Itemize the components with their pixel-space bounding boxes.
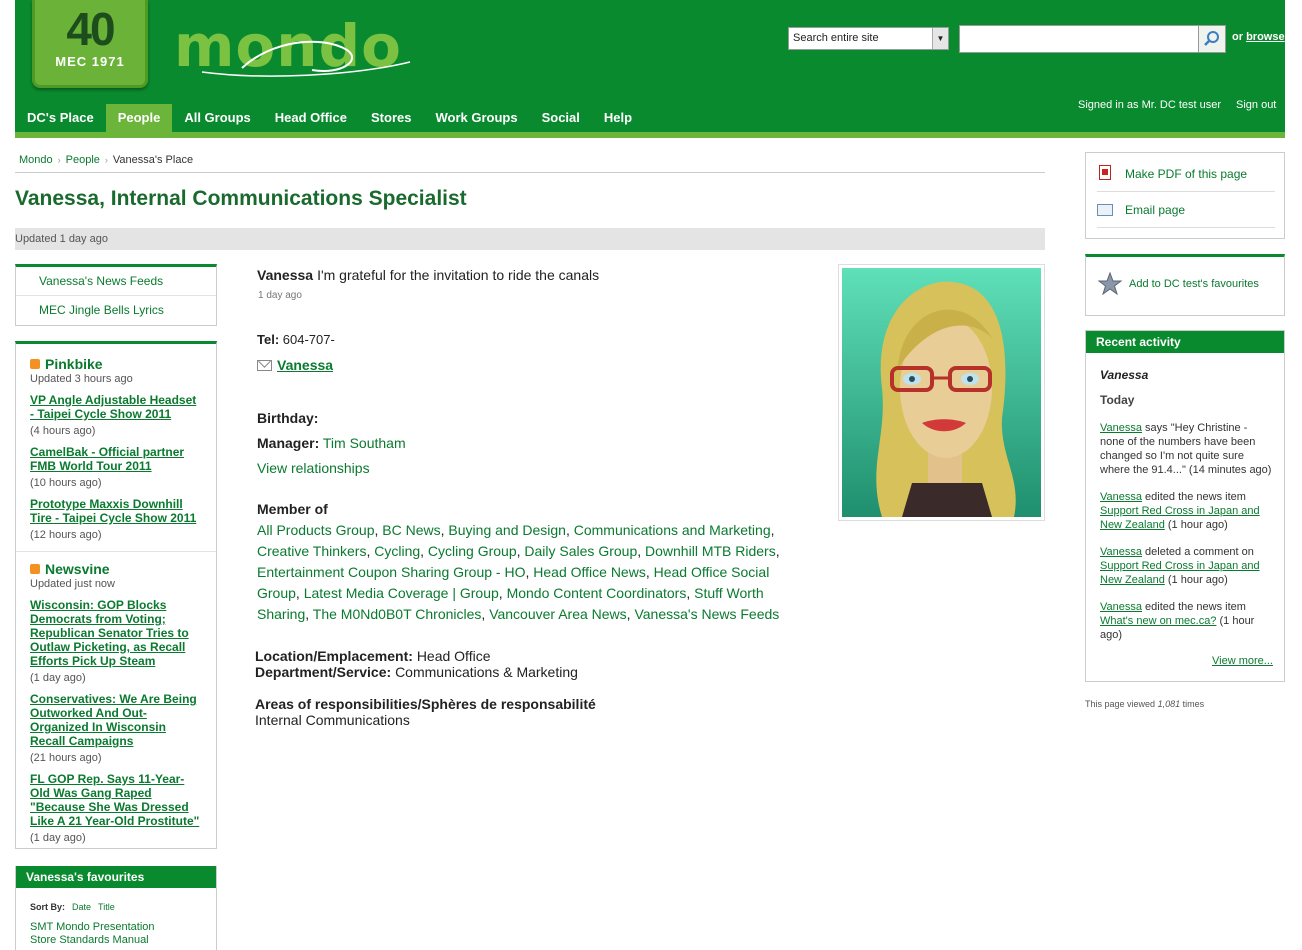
page-views-prefix: This page viewed xyxy=(1085,699,1156,709)
breadcrumb-separator-icon: › xyxy=(104,155,108,165)
rss-feeds-box xyxy=(15,341,217,849)
department-label: Department/Service: xyxy=(255,664,392,680)
group-link[interactable]: Mondo Content Coordinators xyxy=(506,585,687,601)
feed-link-jingle-bells[interactable]: MEC Jingle Bells Lyrics xyxy=(39,303,164,317)
nav-item-head-office[interactable]: Head Office xyxy=(274,110,348,125)
activity-action: edited the news item xyxy=(1142,601,1246,613)
recent-activity-box xyxy=(1085,330,1285,682)
divider xyxy=(15,172,1045,173)
manager-link[interactable]: Tim Southam xyxy=(322,435,406,451)
email-link[interactable]: Vanessa xyxy=(277,357,334,373)
activity-item xyxy=(1100,600,1272,642)
group-link[interactable]: Head Office Social Group xyxy=(257,564,770,601)
news-item-time: (1 day ago) xyxy=(30,832,86,844)
mondo-wordmark[interactable]: mondo xyxy=(174,12,402,80)
star-icon[interactable] xyxy=(1098,272,1122,296)
news-item-link[interactable]: FL GOP Rep. Says 11-Year-Old Was Gang Raped "Because She Was Dressed Like A 21 Year-Old Prostitute" xyxy=(30,772,200,828)
divider xyxy=(16,551,216,552)
group-link[interactable]: Vanessa's News Feeds xyxy=(634,606,780,622)
status-time: 1 day ago xyxy=(258,290,302,301)
chevron-down-icon: ▼ xyxy=(932,28,948,49)
activity-action: edited the news item xyxy=(1142,491,1246,503)
profile-avatar xyxy=(838,264,1045,521)
breadcrumb-people[interactable]: People xyxy=(65,154,100,166)
news-item-time: (10 hours ago) xyxy=(30,477,102,489)
nav-item-work-groups[interactable]: Work Groups xyxy=(435,110,518,125)
favourites-heading: Vanessa's favourites xyxy=(16,866,216,888)
group-link[interactable]: Daily Sales Group xyxy=(524,543,638,559)
page-tools-box xyxy=(1085,152,1285,239)
manager-label: Manager: xyxy=(257,435,320,451)
department-value: Communications & Marketing xyxy=(395,664,578,680)
group-link[interactable]: All Products Group xyxy=(257,522,375,538)
browse-link[interactable]: browse xyxy=(1246,31,1285,43)
or-text: or xyxy=(1232,31,1243,43)
group-link[interactable]: Downhill MTB Riders xyxy=(645,543,776,559)
activity-item xyxy=(1100,490,1272,532)
mail-icon xyxy=(1097,204,1113,216)
sort-title-link[interactable]: Title xyxy=(98,902,115,912)
nav-item-all-groups[interactable]: All Groups xyxy=(184,110,251,125)
logo-number: 40 xyxy=(66,3,114,55)
make-pdf-row[interactable] xyxy=(1097,158,1275,192)
tel-value: 604-707- xyxy=(282,332,335,347)
feed-pinkbike xyxy=(30,356,202,541)
page-views-count: 1,081 xyxy=(1157,699,1181,709)
group-link[interactable]: Head Office News xyxy=(533,564,646,580)
feed-updated: Updated just now xyxy=(30,578,115,590)
breadcrumb-separator-icon: › xyxy=(57,155,61,165)
nav-item-people[interactable]: People xyxy=(106,104,173,132)
news-item-link[interactable]: VP Angle Adjustable Headset - Taipei Cycle Show 2011 xyxy=(30,393,197,421)
search-scope-value: Search entire site xyxy=(793,32,879,44)
manager xyxy=(257,435,406,451)
tel-label: Tel: xyxy=(257,332,280,347)
news-item-time: (21 hours ago) xyxy=(30,752,102,764)
group-link[interactable]: Cycling xyxy=(374,543,421,559)
news-item-link[interactable]: Prototype Maxxis Downhill Tire - Taipei Cycle Show 2011 xyxy=(30,497,197,525)
feed-title-text: Pinkbike xyxy=(45,356,103,372)
group-link[interactable]: Creative Thinkers xyxy=(257,543,367,559)
page-title: Vanessa, Internal Communications Specialist xyxy=(15,187,467,210)
email-page-link[interactable]: Email page xyxy=(1125,203,1186,217)
status-update xyxy=(257,267,599,283)
page-views-suffix: times xyxy=(1182,699,1205,709)
group-link[interactable]: Vancouver Area News xyxy=(489,606,627,622)
location-department xyxy=(255,648,578,680)
search-input[interactable] xyxy=(959,25,1199,53)
member-of-heading: Member of xyxy=(257,501,328,517)
favourites-box xyxy=(15,866,217,950)
news-item-link[interactable]: Conservatives: We Are Being Outworked And Out-Organized In Wisconsin Recall Campaigns xyxy=(30,692,197,748)
signed-in-text: Signed in as Mr. DC test user xyxy=(1078,99,1222,111)
news-item-time: (4 hours ago) xyxy=(30,425,96,437)
updated-bar xyxy=(15,228,1045,250)
group-link[interactable]: Buying and Design xyxy=(448,522,566,538)
activity-time: (1 hour ago) xyxy=(1100,615,1255,641)
updated-text: Updated 1 day ago xyxy=(15,233,108,245)
nav-item-help[interactable]: Help xyxy=(603,110,633,125)
sort-label: Sort By: xyxy=(30,902,66,912)
sign-out-link[interactable]: Sign out xyxy=(1236,99,1277,111)
news-item-time: (1 day ago) xyxy=(30,672,86,684)
activity-actor-link[interactable]: Vanessa xyxy=(1100,601,1142,613)
browse-prompt xyxy=(1232,31,1285,43)
rss-icon xyxy=(30,564,40,574)
nav-item-dcs-place[interactable]: DC's Place xyxy=(27,110,94,125)
areas-of-responsibility xyxy=(255,696,596,728)
email-page-row[interactable] xyxy=(1097,194,1275,228)
activity-time: (14 minutes ago) xyxy=(1185,464,1272,476)
search-scope-select[interactable] xyxy=(788,27,949,50)
add-favourite-box xyxy=(1085,254,1285,316)
search-button[interactable] xyxy=(1198,25,1226,53)
add-to-favourites-link[interactable]: Add to DC test's favourites xyxy=(1129,278,1259,290)
group-link[interactable]: Cycling Group xyxy=(427,543,517,559)
status-text: I'm grateful for the invitation to ride the canals xyxy=(317,267,600,283)
envelope-icon xyxy=(257,360,272,371)
header-stripe xyxy=(15,132,1285,138)
logo-subtitle: MEC 1971 xyxy=(55,54,125,69)
breadcrumb-current: Vanessa's Place xyxy=(112,154,194,166)
location-value: Head Office xyxy=(416,648,491,664)
main-nav xyxy=(15,104,644,132)
news-item-link[interactable]: CamelBak - Official partner FMB World Tour 2011 xyxy=(30,445,185,473)
news-feeds-links-box xyxy=(15,264,217,326)
feed-title[interactable] xyxy=(30,561,202,577)
pdf-icon xyxy=(1099,165,1111,180)
nav-item-stores[interactable]: Stores xyxy=(371,110,412,125)
group-link[interactable]: Stuff Worth Sharing xyxy=(257,585,764,622)
favourite-item[interactable]: Store Standards Manual xyxy=(30,934,149,946)
breadcrumb xyxy=(19,154,193,166)
view-relationships-link[interactable]: View relationships xyxy=(257,460,370,476)
favourite-item[interactable]: SMT Mondo Presentation xyxy=(30,921,155,933)
group-link[interactable]: BC News xyxy=(382,522,441,538)
make-pdf-link[interactable]: Make PDF of this page xyxy=(1125,167,1248,181)
recent-activity-day: Today xyxy=(1100,393,1135,407)
feed-newsvine xyxy=(30,561,202,844)
email-contact xyxy=(257,357,333,373)
activity-action: deleted a comment on xyxy=(1142,546,1254,558)
group-link[interactable]: Latest Media Coverage | Group xyxy=(303,585,499,601)
activity-action: says "Hey Christine - none of the numbers have been changed so I'm not quite sure where the 91.4..." xyxy=(1100,422,1256,476)
areas-value: Internal Communications xyxy=(255,712,410,728)
location-label: Location/Emplacement: xyxy=(255,648,413,664)
activity-target-link[interactable]: Support Red Cross in Japan and New Zealand xyxy=(1100,505,1260,531)
activity-target-link[interactable]: Support Red Cross in Japan and New Zealand xyxy=(1100,560,1260,586)
activity-actor-link[interactable]: Vanessa xyxy=(1100,546,1142,558)
feed-link-news-feeds[interactable]: Vanessa's News Feeds xyxy=(16,267,216,296)
birthday-label: Birthday: xyxy=(257,410,319,426)
anniversary-logo[interactable] xyxy=(32,0,148,88)
breadcrumb-mondo[interactable]: Mondo xyxy=(19,154,53,166)
activity-actor-link[interactable]: Vanessa xyxy=(1100,422,1142,434)
status-author: Vanessa xyxy=(257,267,314,283)
avatar-image xyxy=(842,268,1041,517)
wordmark-swoosh-icon xyxy=(172,30,417,80)
activity-target-link[interactable]: What's new on mec.ca? xyxy=(1100,615,1217,627)
favourites-list xyxy=(16,921,216,946)
telephone xyxy=(257,332,335,347)
group-link[interactable]: Entertainment Coupon Sharing Group - HO xyxy=(257,564,526,580)
activity-time: (1 hour ago) xyxy=(1164,519,1228,531)
nav-item-social[interactable]: Social xyxy=(541,110,580,125)
recent-activity-user: Vanessa xyxy=(1100,368,1149,382)
feed-title[interactable] xyxy=(30,356,202,372)
birthday xyxy=(257,410,318,426)
page-view-count xyxy=(1085,699,1204,709)
group-link[interactable]: Communications and Marketing xyxy=(573,522,771,538)
favourites-sort xyxy=(30,902,216,912)
group-link[interactable]: The M0Nd0B0T Chronicles xyxy=(312,606,482,622)
search-icon xyxy=(1203,30,1221,48)
sort-date-link[interactable]: Date xyxy=(72,902,92,912)
news-item-link[interactable]: Wisconsin: GOP Blocks Democrats from Voting; Republican Senator Tries to Outlaw Picketing, as Recall Efforts Pick Up Steam xyxy=(30,598,189,668)
feed-updated: Updated 3 hours ago xyxy=(30,373,133,385)
rss-icon xyxy=(30,359,40,369)
activity-actor-link[interactable]: Vanessa xyxy=(1100,491,1142,503)
activity-item xyxy=(1100,421,1272,477)
activity-item xyxy=(1100,545,1272,587)
view-more-link[interactable]: View more... xyxy=(1212,655,1273,667)
news-item-time: (12 hours ago) xyxy=(30,529,102,541)
recent-activity-heading: Recent activity xyxy=(1086,331,1284,353)
feed-title-text: Newsvine xyxy=(45,561,110,577)
member-groups-list: All Products Group, BC News, Buying and Design, Communications and Marketing, Creative Thinkers, Cycling, Cycling Group, Daily Sales Group, Downhill MTB Riders, Entertainment Coupon Sharing Group - HO, Head Office News, Head Office Social Group, Latest Media Coverage | Group, Mondo Content Coordinators, Stuff Worth Sharing, The M0Nd0B0T Chronicles, Vancouver Area News, Vanessa's News Feeds xyxy=(257,522,780,622)
activity-time: (1 hour ago) xyxy=(1164,574,1228,586)
areas-label: Areas of responsibilities/Sphères de responsabilité xyxy=(255,696,596,712)
